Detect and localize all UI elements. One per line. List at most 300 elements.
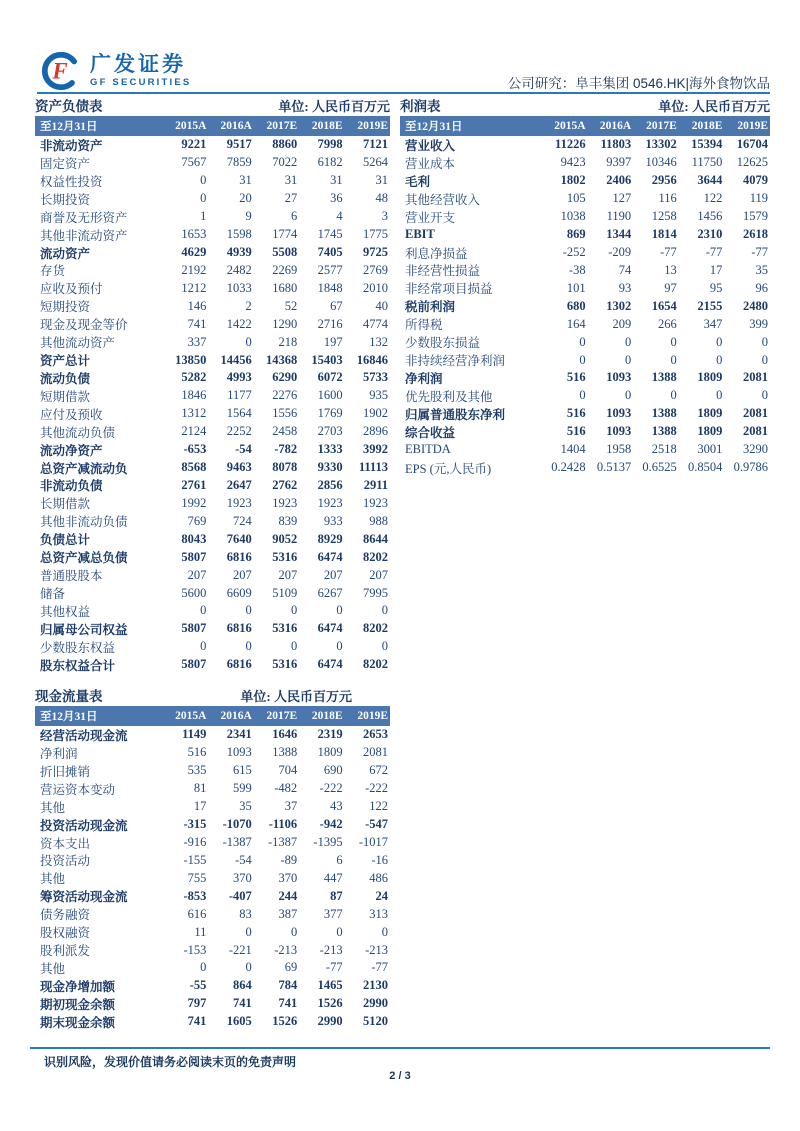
row-label-cell: 普通股股本 (40, 569, 103, 584)
value-cell: 122 (703, 191, 723, 206)
value-cell: 0 (761, 352, 768, 367)
value-cell: 16846 (356, 352, 388, 367)
row-label-cell: 应付及预收 (40, 407, 103, 422)
row-label-cell: 资产总计 (40, 354, 91, 369)
table-row (35, 333, 390, 351)
row-label-cell: 股利派发 (40, 944, 91, 959)
table-row (35, 512, 390, 530)
table-row (35, 959, 390, 977)
value-cell: 2276 (272, 388, 298, 403)
table-row (35, 816, 390, 834)
value-cell: 5316 (272, 657, 298, 672)
row-label-cell: 非流动负债 (40, 479, 103, 494)
table-row (35, 995, 390, 1013)
table-row (35, 279, 390, 297)
value-cell: 16704 (736, 137, 768, 152)
value-cell: 516 (187, 745, 207, 760)
value-cell: 4629 (181, 244, 207, 259)
value-cell: 5282 (181, 370, 207, 385)
value-cell: 755 (187, 870, 207, 885)
row-label-cell: 其他权益 (40, 604, 91, 619)
date-header-cell: 至12月31日 (405, 121, 463, 133)
value-cell: 0 (716, 352, 723, 367)
value-cell: 0 (200, 960, 207, 975)
value-cell: 704 (278, 763, 298, 778)
value-cell: 207 (323, 567, 343, 582)
value-cell: 1033 (226, 280, 252, 295)
value-cell: 101 (566, 280, 586, 295)
table-row (35, 977, 390, 995)
table-row (35, 459, 390, 477)
table-row (35, 923, 390, 941)
value-cell: -315 (183, 817, 207, 832)
table-row (35, 154, 390, 172)
value-cell: -916 (183, 834, 207, 849)
value-cell: -1017 (358, 834, 388, 849)
brand-text (90, 54, 191, 88)
value-cell: 0 (245, 960, 252, 975)
row-label-cell: 股东权益合计 (40, 658, 116, 673)
value-cell: 8644 (363, 531, 388, 546)
row-label-cell: 应收及预付 (40, 282, 103, 297)
row-label-cell: 归属普通股东净利 (405, 407, 506, 422)
row-label-cell: 非经常项目损益 (405, 282, 493, 297)
value-cell: 1465 (317, 978, 343, 993)
value-cell: 96 (755, 280, 768, 295)
table-row (400, 297, 770, 315)
value-cell: 7998 (317, 137, 343, 152)
value-cell: 1848 (317, 280, 343, 295)
value-cell: 10346 (645, 155, 677, 170)
value-cell: 1809 (697, 406, 723, 421)
value-cell: 11750 (691, 155, 723, 170)
table-row (35, 190, 390, 208)
value-cell: -1387 (268, 834, 298, 849)
value-cell: 2081 (742, 370, 768, 385)
value-cell: 370 (233, 870, 252, 885)
value-cell: 12625 (736, 155, 768, 170)
value-cell: 2155 (697, 298, 723, 313)
value-cell: 1654 (651, 298, 677, 313)
value-cell: 5316 (272, 621, 298, 636)
value-cell: 9221 (181, 137, 207, 152)
table-row (35, 172, 390, 190)
value-cell: 0 (381, 924, 388, 939)
row-label-cell: 经营活动现金流 (40, 728, 128, 743)
value-cell: 6816 (226, 621, 252, 636)
value-cell: -222 (365, 781, 388, 796)
value-cell: 1846 (181, 388, 207, 403)
table-title: 利润表 (400, 99, 441, 114)
value-cell: 1745 (317, 227, 343, 242)
value-cell: 7405 (317, 244, 343, 259)
row-label-cell: 筹资活动现金流 (40, 890, 128, 905)
year-header-cell: 2015A (554, 120, 586, 132)
value-cell: 1646 (272, 727, 298, 742)
value-cell: 14456 (220, 352, 252, 367)
value-cell: 4079 (742, 173, 768, 188)
table-row (400, 387, 770, 405)
value-cell: 0 (200, 173, 207, 188)
year-header-cell: 2019E (357, 120, 388, 132)
row-label-cell: 短期借款 (40, 389, 91, 404)
value-cell: 615 (233, 763, 252, 778)
value-cell: 7121 (363, 137, 388, 152)
row-label-cell: 期初现金余额 (40, 997, 116, 1012)
table-unit-label: 单位: 人民币百万元 (240, 689, 352, 704)
value-cell: 9052 (272, 531, 298, 546)
cash-flow-section (35, 686, 390, 1031)
value-cell: 1556 (272, 406, 298, 421)
value-cell: 599 (233, 781, 252, 796)
value-cell: -209 (608, 244, 632, 259)
value-cell: 8202 (363, 549, 388, 564)
value-cell: 6474 (317, 621, 343, 636)
year-header-cell: 2019E (737, 120, 768, 132)
gf-securities-logo (40, 50, 191, 92)
table-row (35, 887, 390, 905)
row-label-cell: 流动净资产 (40, 443, 103, 458)
value-cell: 0.9786 (733, 460, 768, 475)
value-cell: 1038 (560, 209, 586, 224)
value-cell: 935 (369, 388, 388, 403)
table-unit-label: 单位: 人民币百万元 (658, 99, 770, 114)
value-cell: 0 (245, 334, 252, 349)
value-cell: 690 (323, 763, 343, 778)
value-cell: 11 (194, 924, 207, 939)
value-cell: -1395 (313, 834, 343, 849)
table-row (400, 315, 770, 333)
value-cell: 0 (336, 924, 343, 939)
value-cell: 31 (284, 173, 298, 188)
value-cell: 839 (278, 513, 298, 528)
value-cell: 387 (278, 906, 298, 921)
value-cell: 74 (618, 262, 632, 277)
value-cell: 0 (579, 352, 586, 367)
brand-name-en: GF SECURITIES (90, 77, 192, 89)
value-cell: 2458 (272, 424, 298, 439)
table-row (400, 172, 770, 190)
value-cell: 69 (284, 960, 298, 975)
value-cell: 370 (278, 870, 298, 885)
value-cell: 1579 (742, 209, 768, 224)
svg-text:F: F (52, 58, 68, 84)
value-cell: 17 (193, 799, 207, 814)
row-label-cell: 非持续经营净利润 (405, 354, 506, 369)
date-header-cell: 至12月31日 (40, 711, 98, 723)
table-row (35, 405, 390, 423)
table-row (35, 851, 390, 869)
value-cell: 1388 (651, 370, 677, 385)
value-cell: 0 (245, 639, 252, 654)
date-header-cell: 至12月31日 (40, 121, 98, 133)
value-cell: 87 (330, 888, 343, 903)
table-title: 资产负债表 (35, 99, 103, 114)
value-cell: 313 (369, 906, 388, 921)
row-label-cell: 其他非流动资产 (40, 228, 128, 243)
value-cell: -252 (562, 244, 586, 259)
value-cell: 119 (749, 191, 768, 206)
row-label-cell: 总资产减总负债 (40, 551, 128, 566)
value-cell: -55 (189, 978, 207, 993)
value-cell: 5807 (181, 621, 207, 636)
value-cell: 48 (375, 191, 388, 206)
value-cell: 1388 (272, 745, 298, 760)
value-cell: 1290 (272, 316, 298, 331)
value-cell: 6816 (226, 657, 252, 672)
value-cell: 1605 (226, 1014, 252, 1029)
row-label-cell: 现金净增加额 (40, 979, 116, 994)
row-label-cell: 长期投资 (40, 192, 91, 207)
table-row (400, 423, 770, 441)
value-cell: -77 (371, 960, 388, 975)
value-cell: -221 (228, 942, 252, 957)
table-row (35, 387, 390, 405)
table-header-row (400, 116, 770, 136)
value-cell: 207 (187, 567, 207, 582)
table-row (35, 726, 390, 744)
value-cell: 5807 (181, 657, 207, 672)
row-label-cell: EBIT (405, 227, 435, 242)
value-cell: 31 (375, 173, 388, 188)
value-cell: 5508 (272, 244, 298, 259)
value-cell: 35 (755, 262, 768, 277)
row-label-cell: 归属母公司权益 (40, 622, 128, 637)
value-cell: 31 (239, 173, 252, 188)
value-cell: 0 (761, 334, 768, 349)
row-label-cell: EPS (元,人民币) (405, 461, 492, 476)
table-row (35, 297, 390, 315)
value-cell: 81 (193, 781, 207, 796)
balance-sheet-section (35, 96, 390, 674)
value-cell: 0.8504 (688, 460, 723, 475)
value-cell: 1 (200, 209, 207, 224)
row-label-cell: 毛利 (405, 174, 431, 189)
row-label-cell: 非流动资产 (40, 138, 103, 153)
value-cell: 8202 (363, 621, 388, 636)
value-cell: 6 (336, 852, 343, 867)
table-row (35, 566, 390, 584)
value-cell: 784 (278, 978, 298, 993)
value-cell: -482 (274, 781, 298, 796)
value-cell: 0 (200, 603, 207, 618)
value-cell: 1404 (560, 442, 586, 457)
table-row (400, 226, 770, 244)
value-cell: 207 (278, 567, 298, 582)
value-cell: -1106 (268, 817, 298, 832)
value-cell: 1802 (560, 173, 586, 188)
value-cell: 27 (284, 191, 298, 206)
value-cell: 1902 (363, 406, 388, 421)
value-cell: 1923 (363, 495, 388, 510)
value-cell: 2081 (363, 745, 388, 760)
value-cell: 1992 (181, 495, 207, 510)
value-cell: 1093 (226, 745, 252, 760)
value-cell: 4993 (226, 370, 252, 385)
table-row (35, 762, 390, 780)
row-label-cell: EBITDA (405, 442, 451, 457)
table-row (400, 261, 770, 279)
value-cell: 1333 (317, 442, 343, 457)
value-cell: 1149 (182, 727, 207, 742)
page-number: 2 / 3 (389, 1070, 411, 1082)
value-cell: 0 (290, 924, 298, 939)
value-cell: 15394 (691, 137, 723, 152)
footer-disclaimer: 识别风险，发现价值请务必阅读末页的免责声明 (44, 1055, 297, 1069)
value-cell: 8568 (181, 460, 207, 475)
value-cell: -77 (660, 244, 677, 259)
row-label-cell: 固定资产 (40, 156, 91, 171)
row-label-cell: 其他 (40, 872, 66, 887)
value-cell: 1344 (606, 227, 632, 242)
year-header-cell: 2017E (646, 120, 677, 132)
value-cell: 1190 (606, 209, 632, 224)
table-row (400, 190, 770, 208)
value-cell: 1388 (651, 406, 677, 421)
year-header-cell: 2018E (311, 120, 343, 132)
value-cell: 105 (566, 191, 586, 206)
brand-name-cn: 广发证券 (90, 53, 186, 77)
cash-flow-table (35, 706, 390, 1031)
row-label-cell: 少数股东损益 (405, 336, 481, 351)
value-cell: 2769 (363, 262, 388, 277)
value-cell: 1212 (181, 280, 207, 295)
row-label-cell: 资本支出 (40, 836, 91, 851)
value-cell: -77 (751, 244, 768, 259)
value-cell: 6290 (272, 370, 298, 385)
value-cell: -213 (319, 942, 343, 957)
value-cell: -653 (183, 442, 207, 457)
value-cell: 13 (664, 262, 677, 277)
value-cell: 6474 (317, 549, 343, 564)
value-cell: 9725 (363, 244, 388, 259)
value-cell: 0 (670, 388, 677, 403)
table-row (35, 905, 390, 923)
value-cell: 5733 (363, 370, 388, 385)
value-cell: 1302 (606, 298, 632, 313)
value-cell: 93 (618, 280, 632, 295)
row-label-cell: 期末现金余额 (40, 1015, 116, 1030)
table-unit-label: 单位: 人民币百万元 (278, 99, 390, 114)
row-label-cell: 优先股利及其他 (405, 389, 493, 404)
value-cell: 9423 (560, 155, 586, 170)
row-label-cell: 净利润 (40, 746, 78, 761)
value-cell: 43 (330, 799, 343, 814)
table-row (35, 477, 390, 495)
value-cell: 9330 (317, 460, 343, 475)
table-row (400, 136, 770, 154)
value-cell: -222 (319, 781, 343, 796)
table-row (35, 530, 390, 548)
table-row (35, 244, 390, 262)
row-label-cell: 存货 (40, 264, 66, 279)
value-cell: 1653 (181, 227, 207, 242)
row-label-cell: 投资活动现金流 (40, 818, 128, 833)
value-cell: 6267 (317, 585, 343, 600)
table-header-row (35, 706, 390, 726)
value-cell: 197 (323, 334, 343, 349)
table-row (35, 1013, 390, 1031)
table-row (400, 441, 770, 459)
value-cell: 6 (290, 209, 298, 224)
value-cell: 146 (187, 298, 207, 313)
value-cell: 0 (670, 352, 677, 367)
value-cell: 9397 (606, 155, 632, 170)
value-cell: -155 (183, 852, 207, 867)
table-row (35, 656, 390, 674)
value-cell: 516 (566, 370, 586, 385)
value-cell: 8929 (317, 531, 343, 546)
income-statement-table (400, 116, 770, 477)
value-cell: 8860 (272, 137, 298, 152)
table-row (35, 494, 390, 512)
value-cell: 5120 (363, 1014, 388, 1029)
value-cell: 6474 (317, 657, 343, 672)
value-cell: 127 (612, 191, 632, 206)
value-cell: 1774 (272, 227, 298, 242)
row-label-cell: 营业收入 (405, 138, 456, 153)
value-cell: 680 (566, 298, 586, 313)
value-cell: 0 (245, 603, 252, 618)
value-cell: -213 (274, 942, 298, 957)
report-subject-line: 公司研究：阜丰集团 0546.HK|海外食物饮品 (507, 76, 770, 91)
value-cell: 0 (624, 334, 632, 349)
value-cell: 0 (200, 639, 207, 654)
row-label-cell: 流动负债 (40, 371, 91, 386)
value-cell: 535 (187, 763, 207, 778)
value-cell: 1564 (226, 406, 252, 421)
value-cell: 2956 (651, 173, 677, 188)
year-header-cell: 2017E (266, 120, 298, 132)
value-cell: 0 (336, 639, 343, 654)
row-label-cell: 其他流动资产 (40, 336, 116, 351)
value-cell: 2653 (363, 727, 388, 742)
value-cell: 1814 (651, 227, 677, 242)
gf-logo-icon (40, 50, 82, 92)
value-cell: 1809 (317, 745, 343, 760)
year-header-cell: 2015A (175, 710, 207, 722)
value-cell: 2762 (272, 477, 298, 492)
value-cell: 741 (187, 1014, 207, 1029)
value-cell: 5316 (272, 549, 298, 564)
year-header-cell: 2019E (357, 710, 388, 722)
row-label-cell: 其他流动负债 (40, 425, 116, 440)
value-cell: 2124 (181, 424, 207, 439)
value-cell: 0.5137 (596, 460, 632, 475)
value-cell: 0 (716, 388, 723, 403)
value-cell: 52 (284, 298, 298, 313)
balance-sheet-table (35, 116, 390, 674)
value-cell: 83 (239, 906, 252, 921)
value-cell: 266 (658, 316, 677, 331)
row-label-cell: 其他非流动负债 (40, 515, 128, 530)
value-cell: 4 (336, 209, 343, 224)
value-cell: -782 (274, 442, 298, 457)
value-cell: 15403 (311, 352, 343, 367)
value-cell: 8202 (363, 657, 388, 672)
value-cell: 988 (369, 513, 388, 528)
value-cell: 2896 (363, 424, 388, 439)
value-cell: 67 (330, 298, 343, 313)
value-cell: 2319 (317, 727, 343, 742)
value-cell: 5807 (181, 549, 207, 564)
value-cell: 17 (709, 262, 723, 277)
value-cell: 337 (187, 334, 207, 349)
value-cell: 1600 (317, 388, 343, 403)
year-header-cell: 2018E (691, 120, 723, 132)
income-statement-titlebar (400, 96, 770, 115)
row-label-cell: 非经营性损益 (405, 264, 481, 279)
